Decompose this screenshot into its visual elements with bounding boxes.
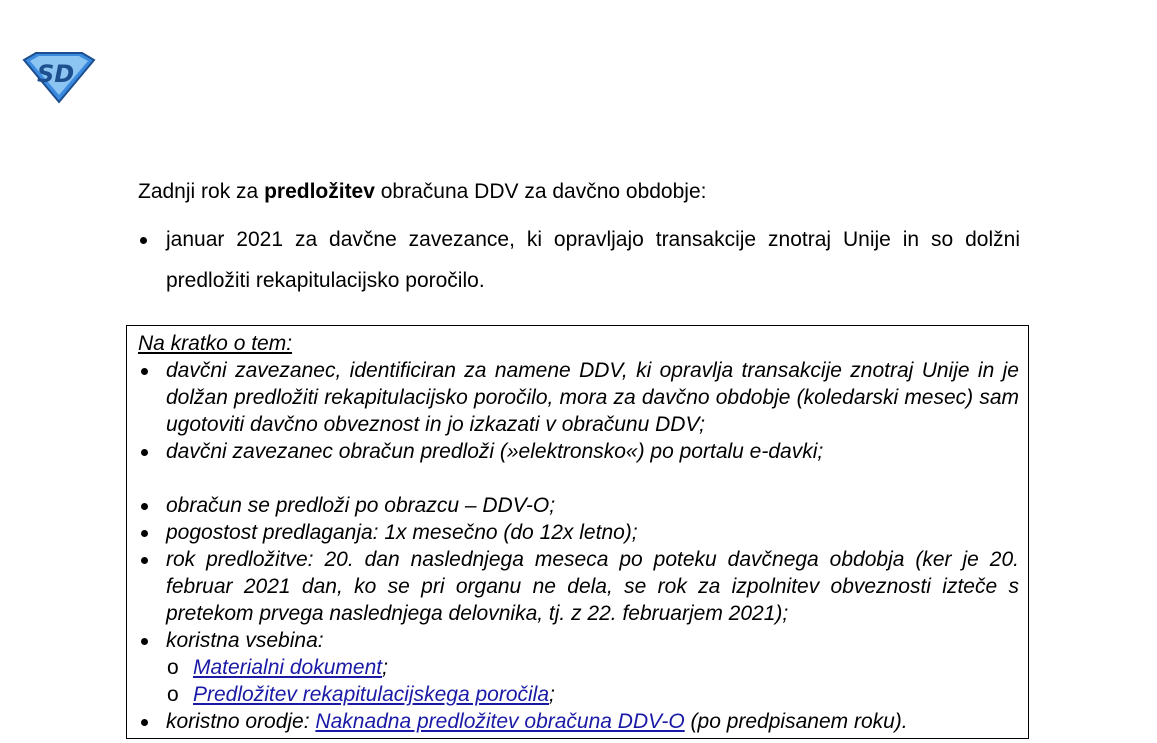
rekapitulacijsko-porocilo-link[interactable]: Predložitev rekapitulacijskega poročila [193,683,550,706]
deadline-item: januar 2021 za davčne zavezance, ki opravljajo transakcije znotraj Unije in so dolžni predložiti rekapitulacijsko poročilo. [138,219,1020,301]
summary-box [126,325,1029,739]
sub-list-item: o Predložitev rekapitulacijskega poročila; [166,681,1019,708]
svg-text:SD: SD [37,60,75,88]
list-item: obračun se predloži po obrazcu – DDV-O; [138,492,1019,519]
deadline-intro: Zadnji rok za predložitev obračuna DDV za davčno obdobje: [138,180,707,203]
list-item: davčni zavezanec obračun predloži (»elektronsko«) po portalu e-davki; [138,438,1019,465]
sub-list-item: o Materialni dokument; [166,654,1019,681]
deadline-list [138,219,1020,301]
materialni-dokument-link[interactable]: Materialni dokument [193,656,383,679]
summary-heading: Na kratko o tem: [138,332,293,355]
useful-content-list [166,654,1019,708]
list-item: pogostost predlaganja: 1x mesečno (do 12x letno); [138,519,1019,546]
summary-list [138,357,1019,735]
list-item-useful-content: koristna vsebina: o Materialni dokument; o Predložitev rekapitulacijskega poročila; [138,627,1019,708]
intro-section [138,178,1020,301]
list-item: rok predložitve: 20. dan naslednjega meseca po poteku davčnega obdobja (ker je 20. februar 2021 dan, ko se pri organu ne dela, se rok za izpolnitev obveznosti izteče s pretekom prvega naslednjega delovnika, tj. z 22. februarjem 2021); [138,546,1019,627]
logo-icon [22,50,96,104]
naknadna-predlozitev-link[interactable]: Naknadna predložitev obračuna DDV-O [315,710,685,733]
list-item-useful-tool: koristno orodje: Naknadna predložitev obračuna DDV-O (po predpisanem roku). [138,708,1019,735]
list-item: davčni zavezanec, identificiran za namene DDV, ki opravlja transakcije znotraj Unije in je dolžan predložiti rekapitulacijsko poročilo, mora za davčno obdobje (koledarski mesec) sam ugotoviti davčno obveznost in jo izkazati v obračunu DDV; [138,357,1019,438]
